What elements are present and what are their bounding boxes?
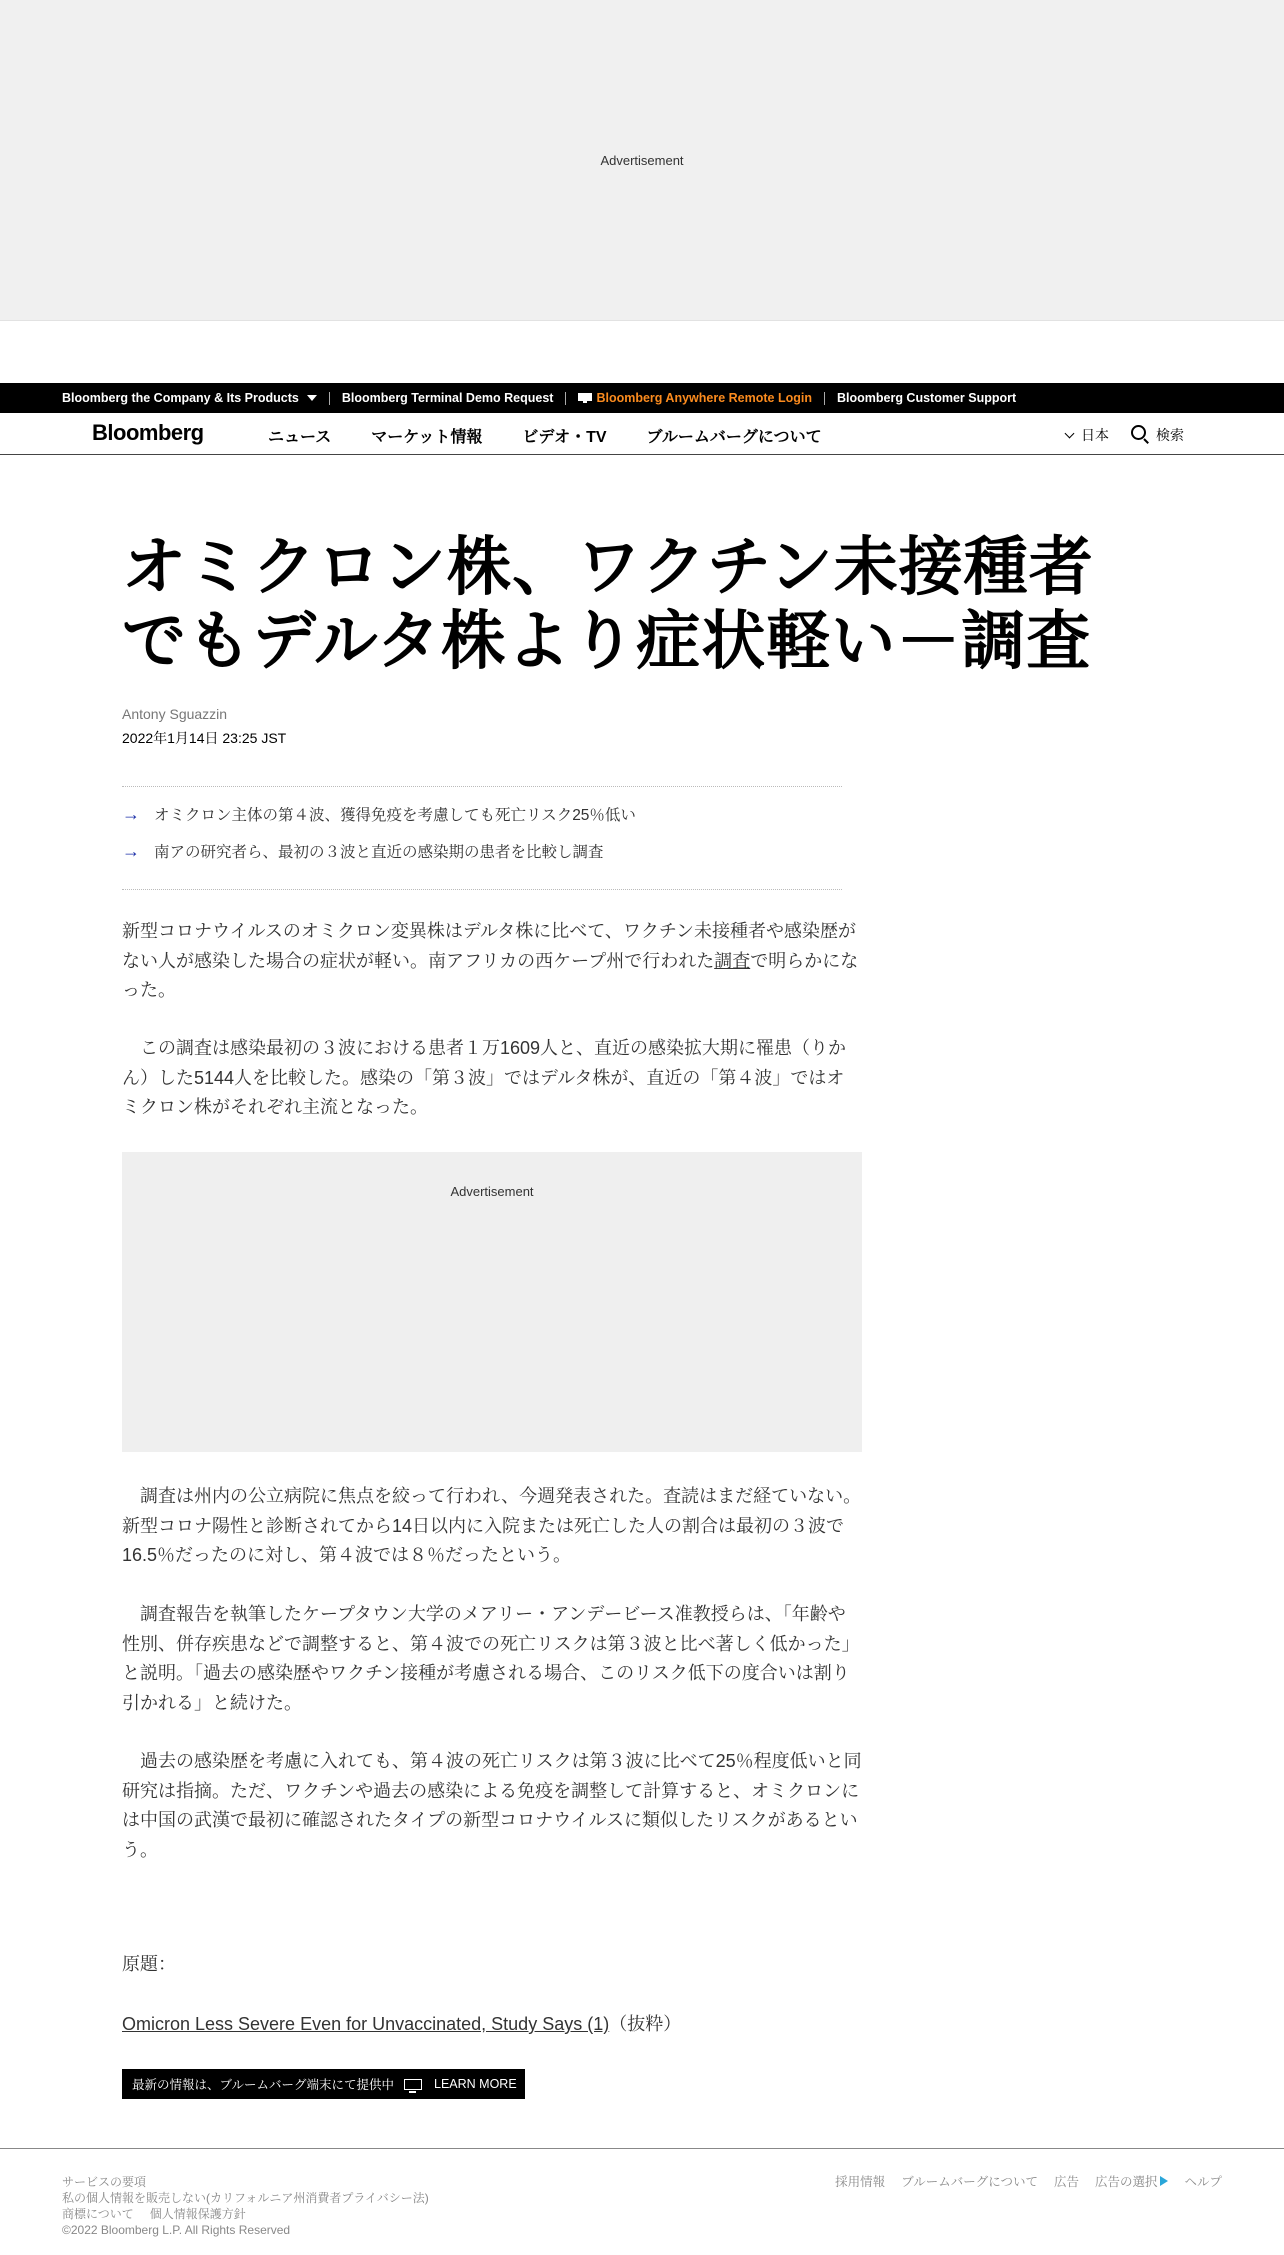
original-title-label: 原題： — [122, 1954, 176, 1974]
footer-terms-link[interactable]: サービスの要項 — [62, 2175, 147, 2189]
terminal-demo-link[interactable]: Bloomberg Terminal Demo Request — [341, 391, 554, 405]
article-paragraph-4: 調査報告を執筆したケープタウン大学のメアリー・アンデービース准教授らは、「年齢や性別、併存疾患などで調整すると、第４波での死亡リスクは第３波と比べ著しく低かった」と説明。「過去の感染歴やワクチン接種が考慮される場合、このリスク低下の度合いは割り引かれる」と続けた。 — [122, 1604, 860, 1713]
footer-links — [835, 2172, 1222, 2190]
company-products-label: Bloomberg the Company & Its Products — [62, 391, 299, 405]
study-link[interactable]: 調査 — [714, 950, 751, 971]
footer-do-not-sell-link[interactable]: 私の個人情報を販売しない(カリフォルニア州消費者プライバシー法) — [62, 2191, 429, 2205]
article-paragraph-1 — [122, 917, 862, 1006]
monitor-icon — [578, 393, 592, 403]
paragraph-text: 新型コロナウイルスのオミクロン変異株はデルタ株に比べて、ワクチン未接種者や感染歴がない人が感染した場合の症状が軽い。南アフリカの西ケープ州で行われた — [122, 921, 857, 971]
terminal-promo-banner[interactable] — [122, 2069, 525, 2099]
article-paragraph-2: この調査は感染最初の３波における患者１万1609人と、直近の感染拡大期に罹患（りかん）した5144人を比較した。感染の「第３波」ではデルタ株が、直近の「第４波」ではオミクロン株がそれぞれ主流となった。 — [122, 1038, 847, 1117]
inline-advertisement[interactable] — [122, 1152, 862, 1452]
author-byline[interactable]: Antony Sguazzin — [122, 706, 228, 722]
footer-legal — [62, 2174, 429, 2238]
divider — [329, 392, 330, 405]
region-selector[interactable] — [1066, 425, 1109, 445]
article-paragraph-3: 調査は州内の公立病院に焦点を絞って行われ、今週発表された。査読はまだ経ていない。新型コロナ陽性と診断されてから14日以内に入院または死亡した人の割合は最初の３波で16.5％だったのに対し、第４波では８％だったという。 — [122, 1486, 862, 1565]
bloomberg-logo[interactable]: Bloomberg — [92, 420, 204, 445]
footer-trademarks-link[interactable]: 商標について — [62, 2207, 134, 2221]
adchoices-icon — [1160, 2176, 1168, 2186]
nav-item-markets[interactable]: マーケット情報 — [371, 429, 483, 446]
anywhere-login-link[interactable] — [578, 391, 812, 405]
advertisement-label: Advertisement — [600, 153, 684, 168]
nav-right — [1066, 425, 1184, 445]
summary-text: オミクロン主体の第４波、獲得免疫を考慮しても死亡リスク25％低い — [154, 807, 636, 824]
publish-date: 2022年1月14日 23:25 JST — [122, 730, 287, 746]
customer-support-link[interactable]: Bloomberg Customer Support — [836, 391, 1017, 405]
region-label: 日本 — [1081, 427, 1109, 443]
search-button[interactable] — [1131, 425, 1184, 445]
article-paragraph-5: 過去の感染歴を考慮に入れても、第４波の死亡リスクは第３波に比べて25％程度低いと同研究は指摘。ただ、ワクチンや過去の感染による免疫を調整して計算すると、オミクロンには中国の武漢で最初に確認されたタイプの新型コロナウイルスに類似したリスクがあるという。 — [122, 1751, 862, 1860]
footer-adchoices-link[interactable] — [1095, 2172, 1169, 2190]
terminal-promo-text: 最新の情報は、ブルームバーグ端末にて提供中 — [132, 2078, 395, 2092]
original-article-link[interactable]: Omicron Less Severe Even for Unvaccinated, Study Says (1) — [122, 2014, 610, 2034]
company-products-menu[interactable] — [62, 391, 317, 405]
footer-copyright: ©2022 Bloomberg L.P. All Rights Reserved — [62, 2223, 291, 2237]
summary-item — [122, 842, 842, 860]
article-headline: オミクロン株、ワクチン未接種者でもデルタ株より症状軽い－調査 — [122, 531, 1094, 677]
article-summary — [122, 786, 842, 890]
chevron-down-icon — [1065, 429, 1075, 439]
original-title — [122, 2010, 681, 2036]
top-advertisement[interactable] — [0, 0, 1284, 321]
learn-more-button[interactable]: LEARN MORE — [434, 2077, 517, 2091]
arrow-right-icon: → — [122, 840, 140, 861]
main-navigation — [0, 413, 1284, 455]
footer-advertise-link[interactable]: 広告 — [1053, 2175, 1079, 2189]
anywhere-login-label: Bloomberg Anywhere Remote Login — [596, 391, 812, 405]
summary-text: 南アの研究者ら、最初の３波と直近の感染期の患者を比較し調査 — [154, 844, 604, 861]
nav-item-news[interactable]: ニュース — [268, 429, 332, 446]
divider — [565, 392, 566, 405]
monitor-icon — [404, 2079, 422, 2090]
search-icon — [1131, 425, 1146, 440]
footer-privacy-link[interactable]: 個人情報保護方針 — [149, 2207, 246, 2221]
footer-row — [62, 2206, 429, 2222]
arrow-right-icon: → — [122, 803, 140, 824]
paragraph-text: で明らかになった。 — [122, 950, 859, 1000]
search-label: 検索 — [1156, 427, 1184, 443]
advertisement-label: Advertisement — [450, 1184, 534, 1199]
caret-down-icon — [307, 395, 317, 401]
footer-about-link[interactable]: ブルームバーグについて — [901, 2175, 1038, 2189]
page-footer — [0, 2148, 1284, 2255]
adchoices-label: 広告の選択 — [1094, 2175, 1158, 2189]
summary-item — [122, 805, 842, 823]
nav-item-about[interactable]: ブルームバーグについて — [646, 429, 822, 446]
divider — [824, 392, 825, 405]
nav-item-video-tv[interactable]: ビデオ・TV — [522, 429, 607, 446]
excerpt-note: （抜粋） — [609, 2014, 682, 2034]
bloomberg-company-bar — [0, 383, 1284, 413]
footer-help-link[interactable]: ヘルプ — [1184, 2175, 1222, 2189]
nav-links — [268, 424, 822, 447]
footer-careers-link[interactable]: 採用情報 — [835, 2175, 886, 2189]
